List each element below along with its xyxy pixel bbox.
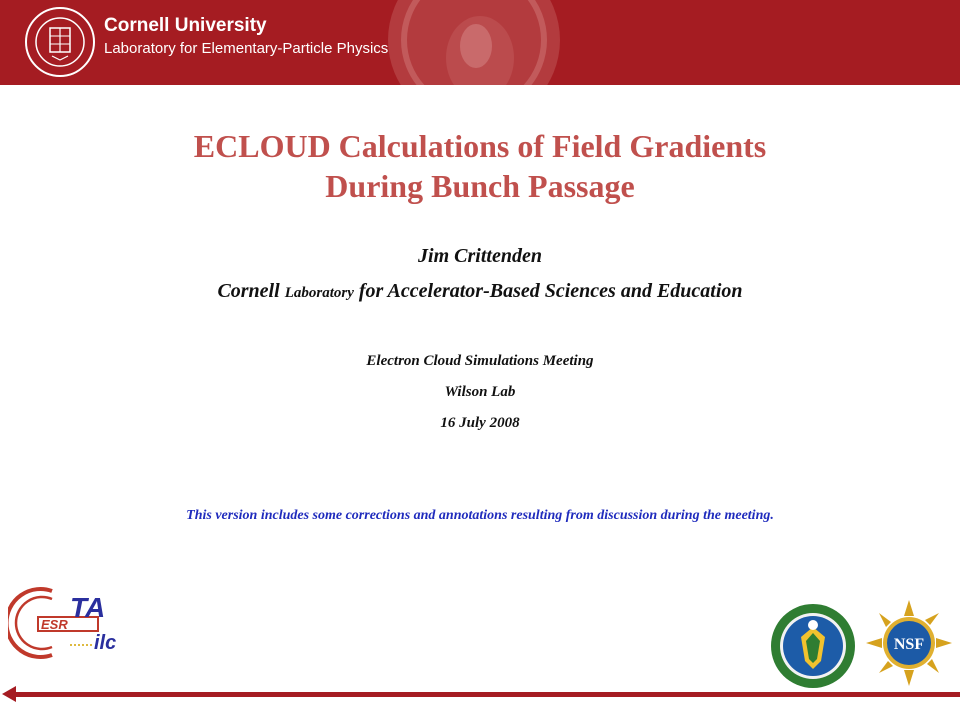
header-band: [0, 0, 960, 85]
university-name: Cornell University: [104, 15, 267, 36]
medallion-watermark-icon: [384, 0, 564, 85]
affiliation: [0, 279, 960, 305]
svg-text:TA: TA: [70, 592, 106, 623]
doe-seal-icon: [770, 603, 856, 689]
laboratory-name: Laboratory for Elementary-Particle Physics: [104, 40, 389, 57]
cesrta-ilc-logo: [8, 583, 128, 663]
bottom-rule: [14, 692, 960, 697]
meeting-date: 16 July 2008: [440, 415, 520, 431]
title-line-1: ECLOUD Calculations of Field Gradients: [193, 128, 767, 164]
affiliation-part-1: Cornell: [217, 280, 285, 302]
svg-text:ilc: ilc: [94, 632, 117, 654]
title-line-2: During Bunch Passage: [325, 168, 635, 204]
affiliation-part-2: Laboratory: [284, 285, 354, 301]
venue-name: Wilson Lab: [444, 384, 516, 400]
affiliation-part-3: for Accelerator-Based Sciences and Education: [353, 280, 743, 302]
version-note: This version includes some corrections and annotations resulting from discussion during the meeting.: [186, 508, 774, 523]
slide-title: [0, 126, 960, 206]
nsf-logo: [864, 598, 954, 688]
meeting-name: Electron Cloud Simulations Meeting: [366, 353, 594, 369]
svg-text:NSF: NSF: [893, 636, 925, 653]
svg-text:ESR: ESR: [41, 617, 68, 632]
cornell-seal-icon: [24, 6, 96, 78]
author-name: Jim Crittenden: [418, 245, 542, 267]
